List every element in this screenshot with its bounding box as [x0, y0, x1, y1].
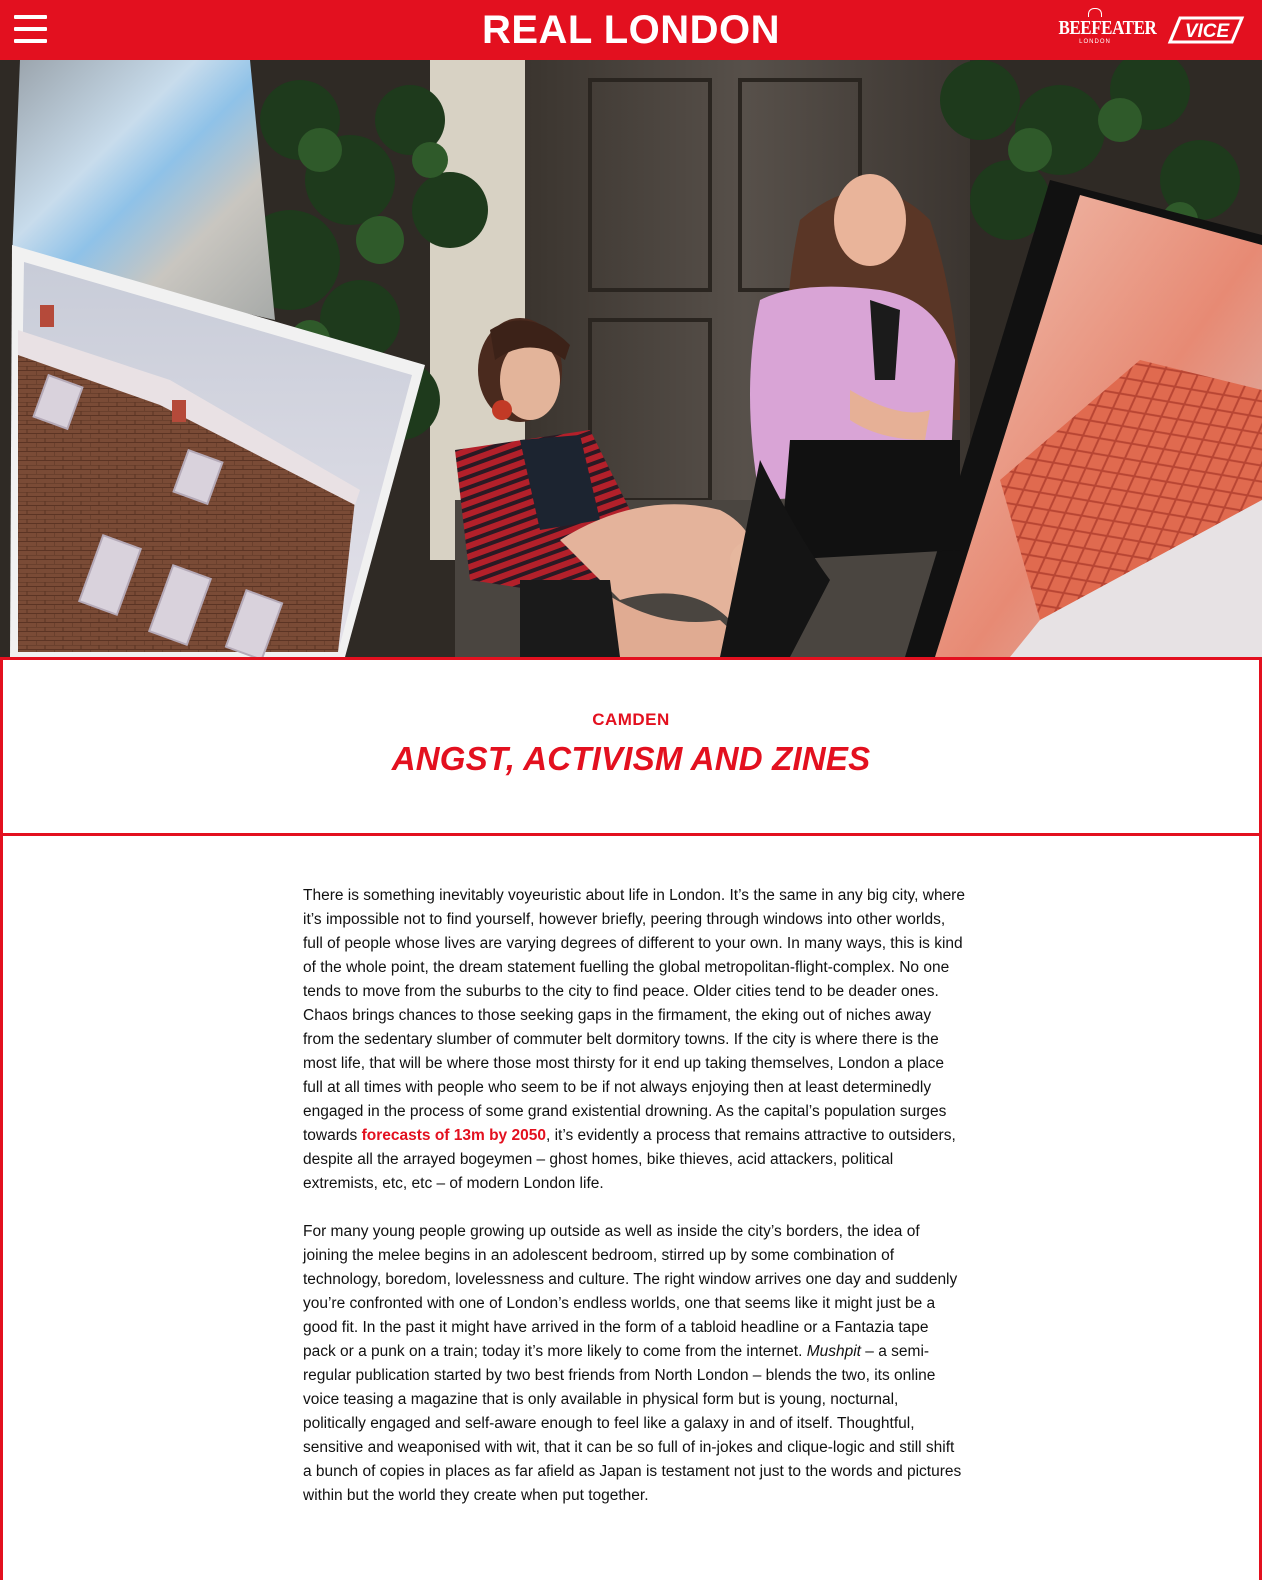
hero-image	[0, 60, 1262, 660]
paragraph-text: There is something inevitably voyeuristic about life in London. It’s the same in any big city, where it’s impossible not to find yourself, however briefly, peering through windows into other worlds, full of people whose lives are varying degrees of different to your own. In many ways, this is kind of the whole point, the dream statement fuelling the global metropolitan-flight-complex. No one tends to move from the suburbs to the city to find peace. Older cities tend to be deader ones. Chaos brings chances to those seeking gaps in the firmament, the eking out of niches away from the sedentary slumber of commuter belt dormitory towns. If the city is where there is the most life, that will be where those most thirsty for it end up taking themselves, London a place full at all times with people who seem to be if not always enjoying then at least determinedly engaged in the process of some grand existential drowning. As the capital’s population surges towards	[303, 887, 965, 1144]
paragraph-text: , it’s evidently a process that remains attractive to outsiders, despite all the arrayed bogeymen – ghost homes, bike thieves, acid attackers, political extremists, etc, etc – of modern London life.	[303, 1127, 956, 1192]
beefeater-logo[interactable]: BEEFEATER LONDON	[1052, 8, 1138, 50]
article-headline: ANGST, ACTIVISM AND ZINES	[391, 740, 871, 777]
vice-logo[interactable]	[1166, 14, 1246, 46]
article-body	[303, 884, 965, 1532]
site-title: REAL LONDON	[481, 8, 781, 52]
svg-text:VICE: VICE	[1184, 21, 1230, 42]
forecasts-link[interactable]: forecasts of 13m by 2050	[361, 1127, 546, 1144]
article-paragraph	[303, 1220, 965, 1508]
photo-collage-image	[0, 60, 1262, 657]
paragraph-text: For many young people growing up outside as well as inside the city’s borders, the idea of joining the melee begins in an adolescent bedroom, stirred up by some combination of technology, boredom, lovelessness and culture. The right window arrives one day and suddenly you’re confronted with one of London’s endless worlds, one that seems like it might just be a good fit. In the past it might have arrived in the form of a tabloid headline or a Fantazia tape pack or a punk on a train; today it’s more likely to come from the internet.	[303, 1223, 958, 1360]
article-paragraph	[303, 884, 965, 1196]
paragraph-text: – a semi-regular publication started by two best friends from North London – blends the two, its online voice teasing a magazine that is only available in physical form but is young, nocturnal, politically engaged and self-aware enough to feel like a galaxy in and of itself. Thoughtful, sensitive and weaponised with wit, that it can be so full of in-jokes and clique-logic and still shift a bunch of copies in places as far afield as Japan is testament not just to the words and pictures within but the world they create when put together.	[303, 1343, 962, 1504]
hamburger-menu-icon[interactable]	[14, 13, 47, 45]
top-navigation-bar	[0, 0, 1262, 60]
publication-name: Mushpit	[806, 1343, 861, 1360]
article-kicker[interactable]: CAMDEN	[592, 710, 670, 729]
